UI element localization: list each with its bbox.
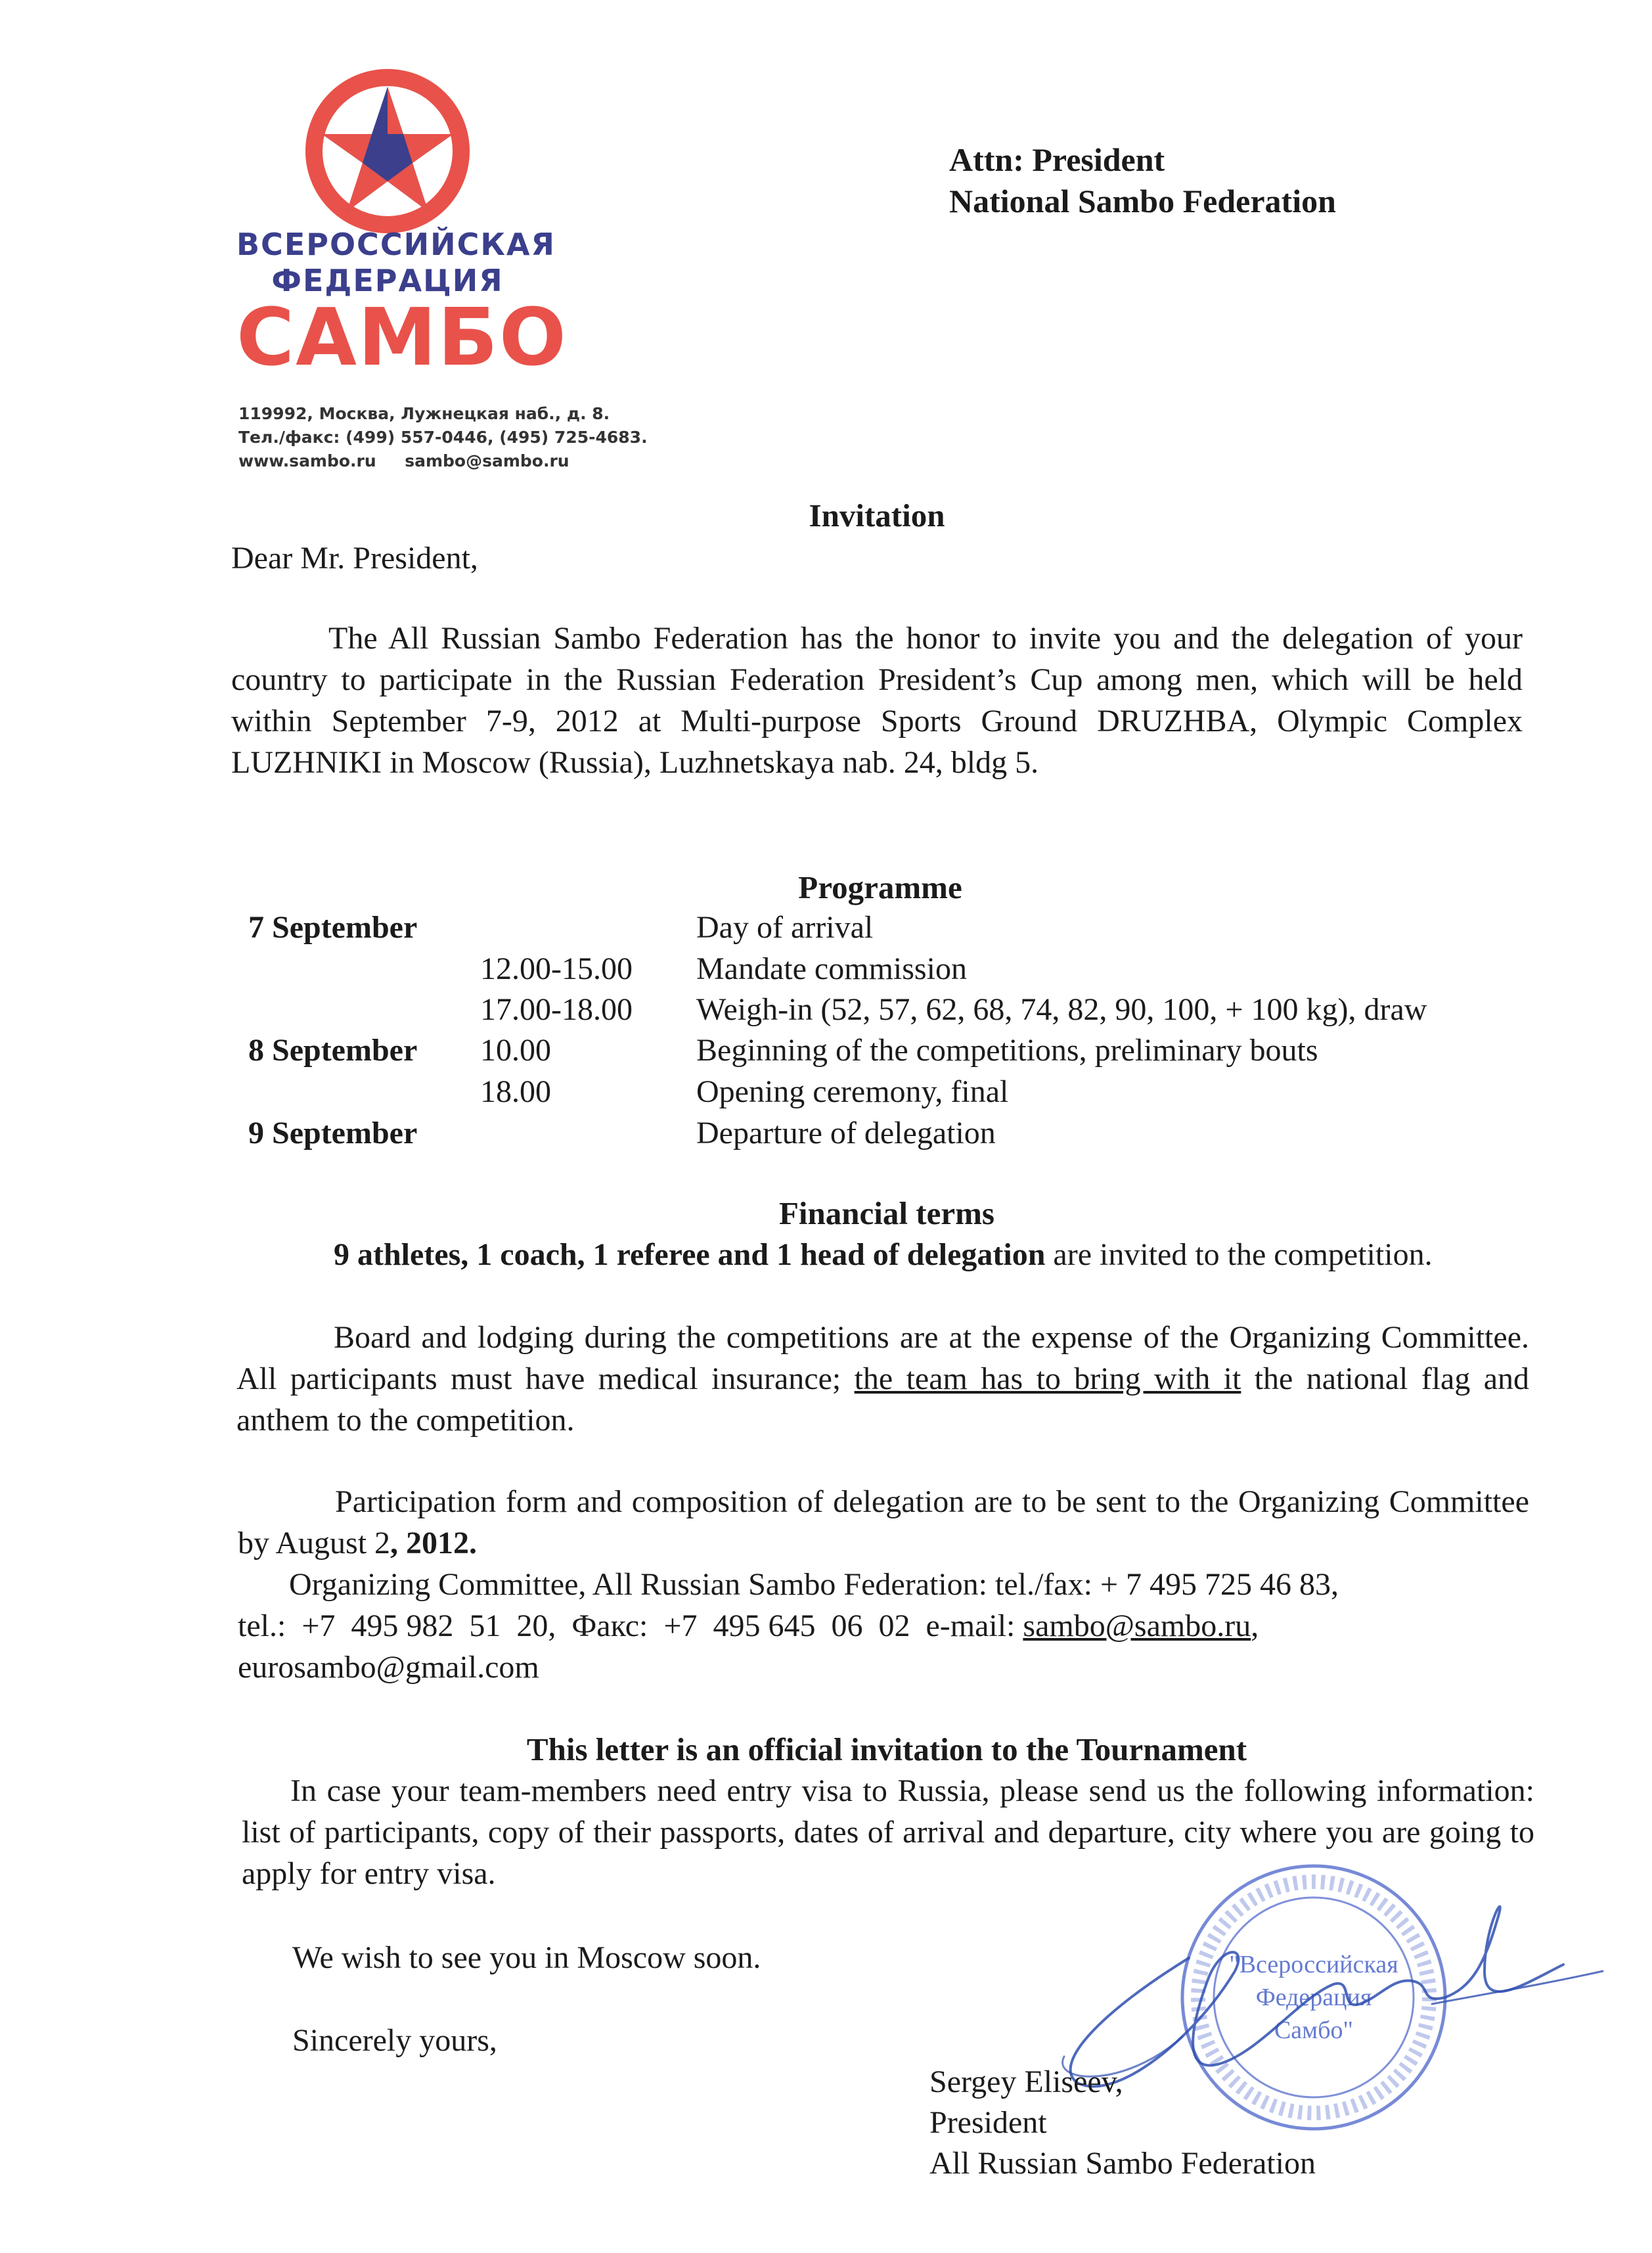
logo-line-1: ВСЕРОССИЙСКАЯ — [236, 227, 556, 262]
federation-address — [238, 402, 648, 473]
board-text: Board and lodging during the competitions are at the expense of the Organizing Committee. All participants must have medical insurance; — [236, 1320, 1529, 1396]
attn-block — [949, 139, 1336, 222]
programme-time: 12.00-15.00 — [480, 951, 633, 986]
salutation: Dear Mr. President, — [231, 541, 478, 576]
signature-block — [929, 2062, 1316, 2184]
contacts-phones: tel.: +7 495 982 51 20, Факс: +7 495 645 06 02 e-mail: — [238, 1608, 1023, 1643]
programme-day: 9 September — [248, 1116, 418, 1150]
contacts-comma: , — [1251, 1608, 1259, 1643]
signatory-position: President — [929, 2105, 1047, 2140]
programme-event: Beginning of the competitions, preliminary bouts — [696, 1033, 1318, 1068]
contacts-block — [238, 1564, 1530, 1688]
logo-sambo: САМБО — [236, 292, 568, 384]
board-underlined: the team has to bring with it — [854, 1361, 1241, 1396]
participation-date: , 2012. — [390, 1526, 478, 1560]
programme-day: 7 September — [248, 910, 418, 945]
invitees-bold: 9 athletes, 1 coach, 1 referee and 1 head of delegation — [334, 1237, 1046, 1272]
stamp-line-1: "Всероссийская — [1229, 1951, 1398, 1978]
intro-paragraph: The All Russian Sambo Federation has the honor to invite you and the delegation of your country to participate in the Russian Federation President’s Cup among men, which will be held within September 7-9, 2012 at Multi-purpose Sports Ground DRUZHBA, Olympic Complex LUZHNIKI in Moscow (Russia), Luzhnetskaya nab. 24, bldg 5. — [231, 621, 1523, 780]
programme-event: Day of arrival — [696, 910, 874, 945]
address-web-email — [238, 449, 648, 473]
official-paragraph: In case your team-members need entry visa to Russia, please send us the following information: list of participants, copy of their passports, dates of arrival and departure, city where you are going to apply for entry visa. — [242, 1773, 1534, 1891]
signatory-name: Sergey Eliseev, — [929, 2064, 1123, 2099]
attn-line-2: National Sambo Federation — [949, 183, 1336, 219]
address-email: sambo@sambo.ru — [405, 451, 569, 470]
programme-time: 18.00 — [480, 1074, 551, 1109]
address-line-2: Тел./факс: (499) 557-0446, (495) 725-4683. — [238, 428, 648, 447]
attn-line-1: Attn: President — [949, 141, 1165, 178]
financial-title: Financial terms — [779, 1195, 994, 1231]
signatory-organization: All Russian Sambo Federation — [929, 2146, 1316, 2181]
contact-email-link[interactable]: sambo@sambo.ru — [1023, 1608, 1251, 1643]
programme-event: Departure of delegation — [696, 1116, 996, 1150]
official-title: This letter is an official invitation to the Tournament — [526, 1731, 1247, 1767]
logo-line-2: ФЕДЕРАЦИЯ — [271, 263, 504, 298]
contacts-line-1: Organizing Committee, All Russian Sambo Federation: tel./fax: + 7 495 725 46 83, — [289, 1567, 1339, 1602]
closing-wish: We wish to see you in Moscow soon. — [292, 1940, 761, 1975]
invitees-rest: are invited to the competition. — [1045, 1237, 1433, 1272]
letter-title: Invitation — [809, 497, 945, 534]
programme-event: Opening ceremony, final — [696, 1074, 1009, 1109]
invitees-paragraph — [236, 1234, 1529, 1275]
address-line-1: 119992, Москва, Лужнецкая наб., д. 8. — [238, 404, 610, 423]
participation-paragraph — [238, 1481, 1529, 1564]
programme-time: 10.00 — [480, 1033, 551, 1068]
board-end: the national flag and anthem to the competition. — [236, 1361, 1530, 1438]
address-website: www.sambo.ru — [238, 451, 376, 470]
contacts-line-3: eurosambo@gmail.com — [238, 1650, 539, 1685]
participation-text: Participation form and composition of delegation are to be sent to the Organizing Committee by August 2 — [238, 1484, 1529, 1560]
programme-day: 8 September — [248, 1033, 418, 1068]
stamp-line-2: Федерация — [1255, 1984, 1372, 2011]
programme-event: Mandate commission — [696, 951, 967, 986]
closing-sincerely: Sincerely yours, — [292, 2023, 497, 2058]
stamp-line-3: Самбо" — [1274, 2016, 1354, 2044]
programme-time: 17.00-18.00 — [480, 992, 633, 1027]
contacts-line-2 — [238, 1605, 1530, 1647]
federation-logo — [236, 66, 568, 384]
programme-title: Programme — [798, 869, 962, 905]
programme-event: Weigh-in (52, 57, 62, 68, 74, 82, 90, 100, + 100 kg), draw — [696, 992, 1427, 1027]
board-paragraph — [236, 1317, 1529, 1441]
